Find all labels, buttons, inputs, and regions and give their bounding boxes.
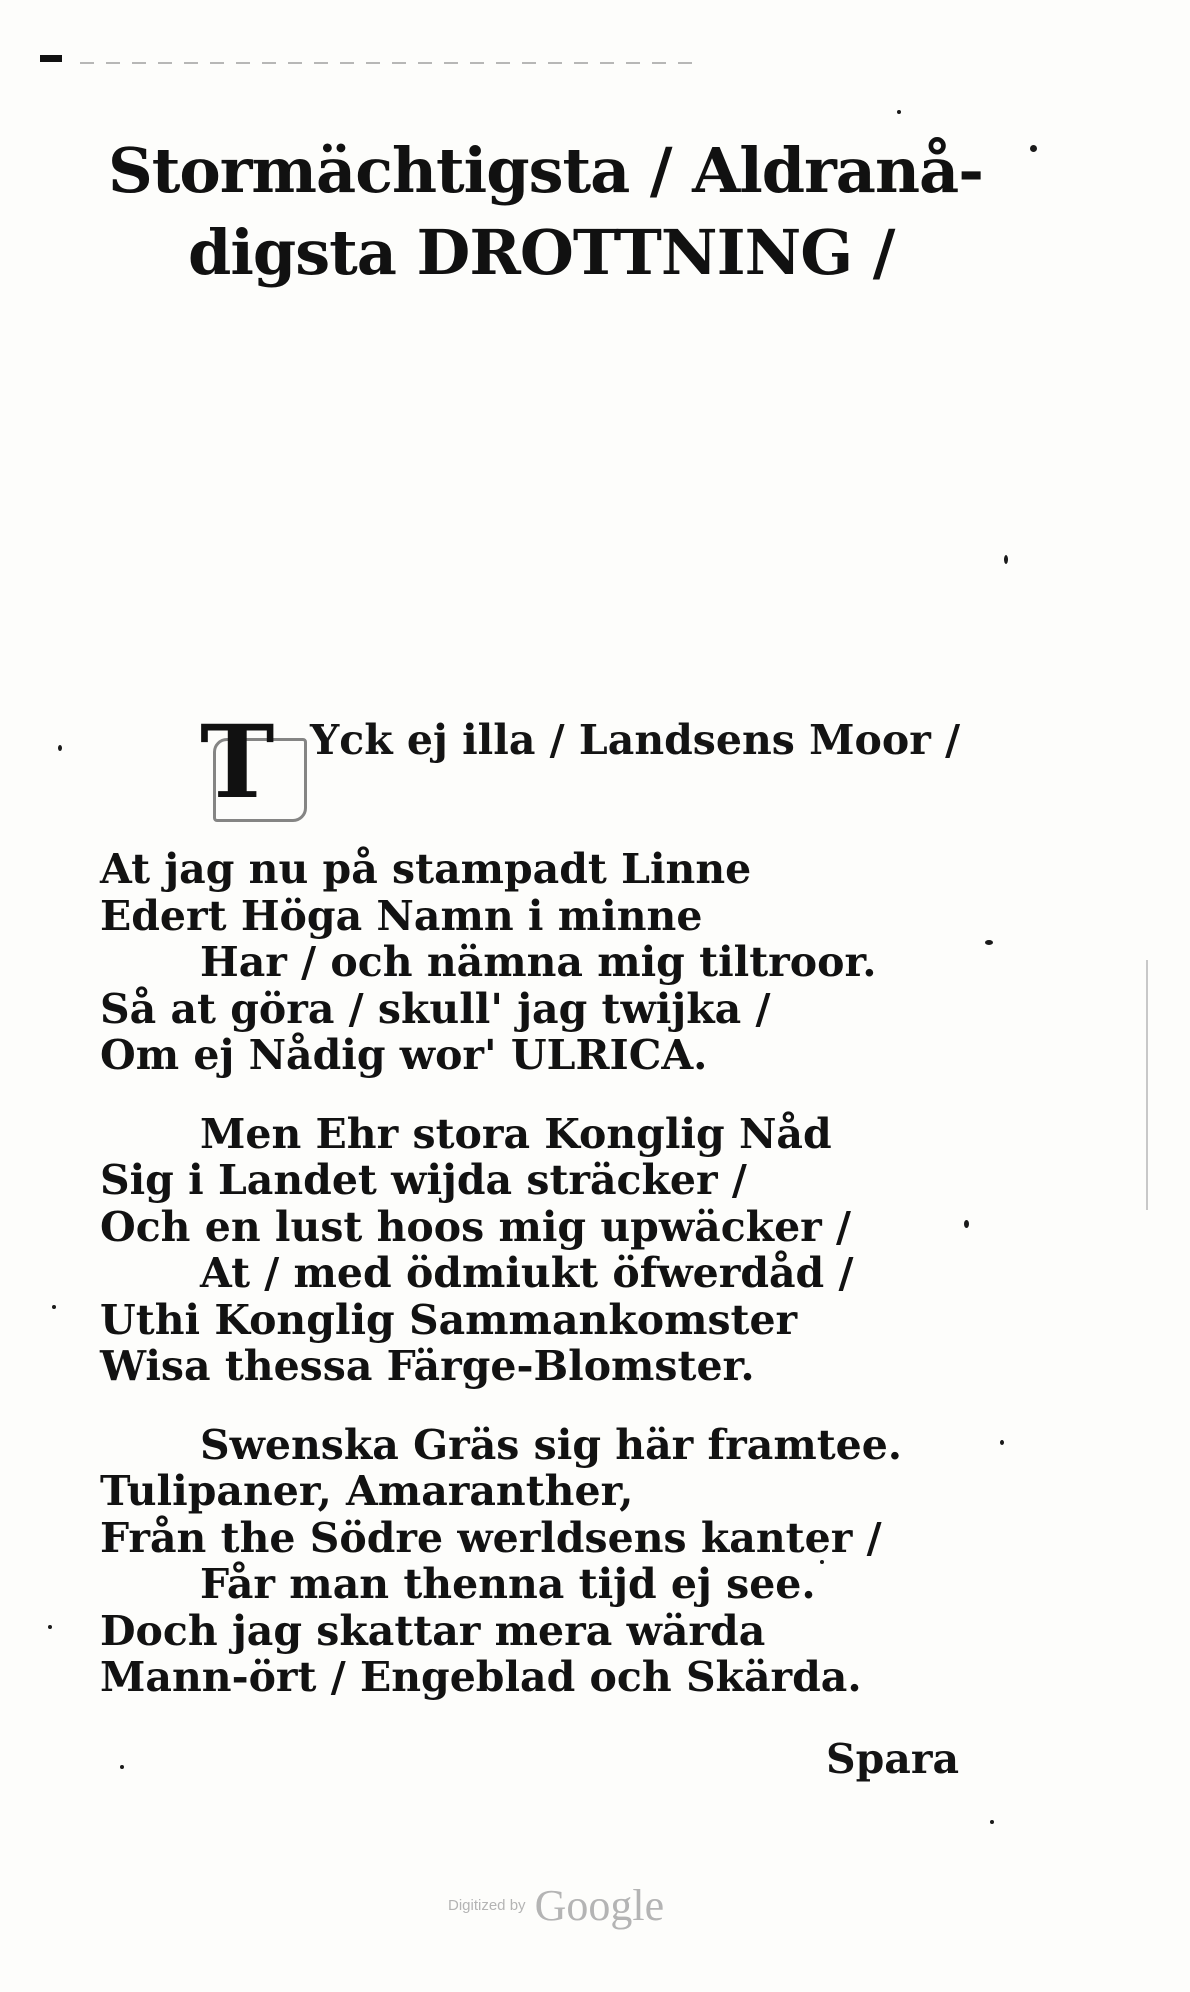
page-edge-rule: [1146, 960, 1148, 1210]
google-logo: Google: [534, 1881, 665, 1930]
poem-line: Uthi Konglig Sammankomster: [100, 1295, 798, 1344]
poem-line: Sig i Landet wijda sträcker /: [100, 1156, 747, 1204]
digitized-watermark: [448, 1880, 664, 1931]
page-heading: [108, 130, 1008, 294]
heading-line-1: Stormächtigsta / Aldranå-: [108, 134, 983, 207]
poem-line: Tulipaner, Amaranther,: [100, 1467, 634, 1515]
page-top-rule: [80, 62, 700, 64]
drop-cap: T: [200, 703, 275, 821]
poem-line: Mann-ört / Engeblad och Skärda.: [100, 1653, 862, 1701]
catchword: Spara: [826, 1735, 960, 1783]
poem-line: Doch jag skattar mera wärda: [100, 1606, 766, 1655]
poem-line: Och en lust hoos mig upwäcker /: [100, 1202, 852, 1251]
poem-line: Får man thenna tijd ej see.: [200, 1560, 816, 1608]
poem-line: At / med ödmiukt öfwerdåd /: [200, 1249, 854, 1297]
poem-line: Har / och nämna mig tiltroor.: [200, 938, 877, 986]
poem-line: Så at göra / skull' jag twijka /: [100, 984, 771, 1033]
poem-line: Om ej Nådig wor' ULRICA.: [100, 1031, 708, 1079]
poem-line: Swenska Gräs sig här framtee.: [200, 1420, 903, 1469]
poem-body: [100, 846, 1000, 1701]
poem-line: Edert Höga Namn i minne: [100, 891, 703, 940]
poem-line: Från the Södre werldsens kanter /: [100, 1513, 882, 1562]
poem-first-line: Yck ej illa / Landsens Moor /: [310, 716, 961, 764]
heading-line-2: digsta DROTTNING /: [188, 216, 895, 289]
poem-line: At jag nu på stampadt Linne: [100, 845, 752, 893]
poem-line: Men Ehr stora Konglig Nåd: [200, 1109, 832, 1158]
poem-line: Wisa thessa Färge-Blomster.: [100, 1342, 755, 1390]
ink-mark: [40, 55, 62, 62]
digitized-by-label: Digitized by: [448, 1897, 526, 1914]
